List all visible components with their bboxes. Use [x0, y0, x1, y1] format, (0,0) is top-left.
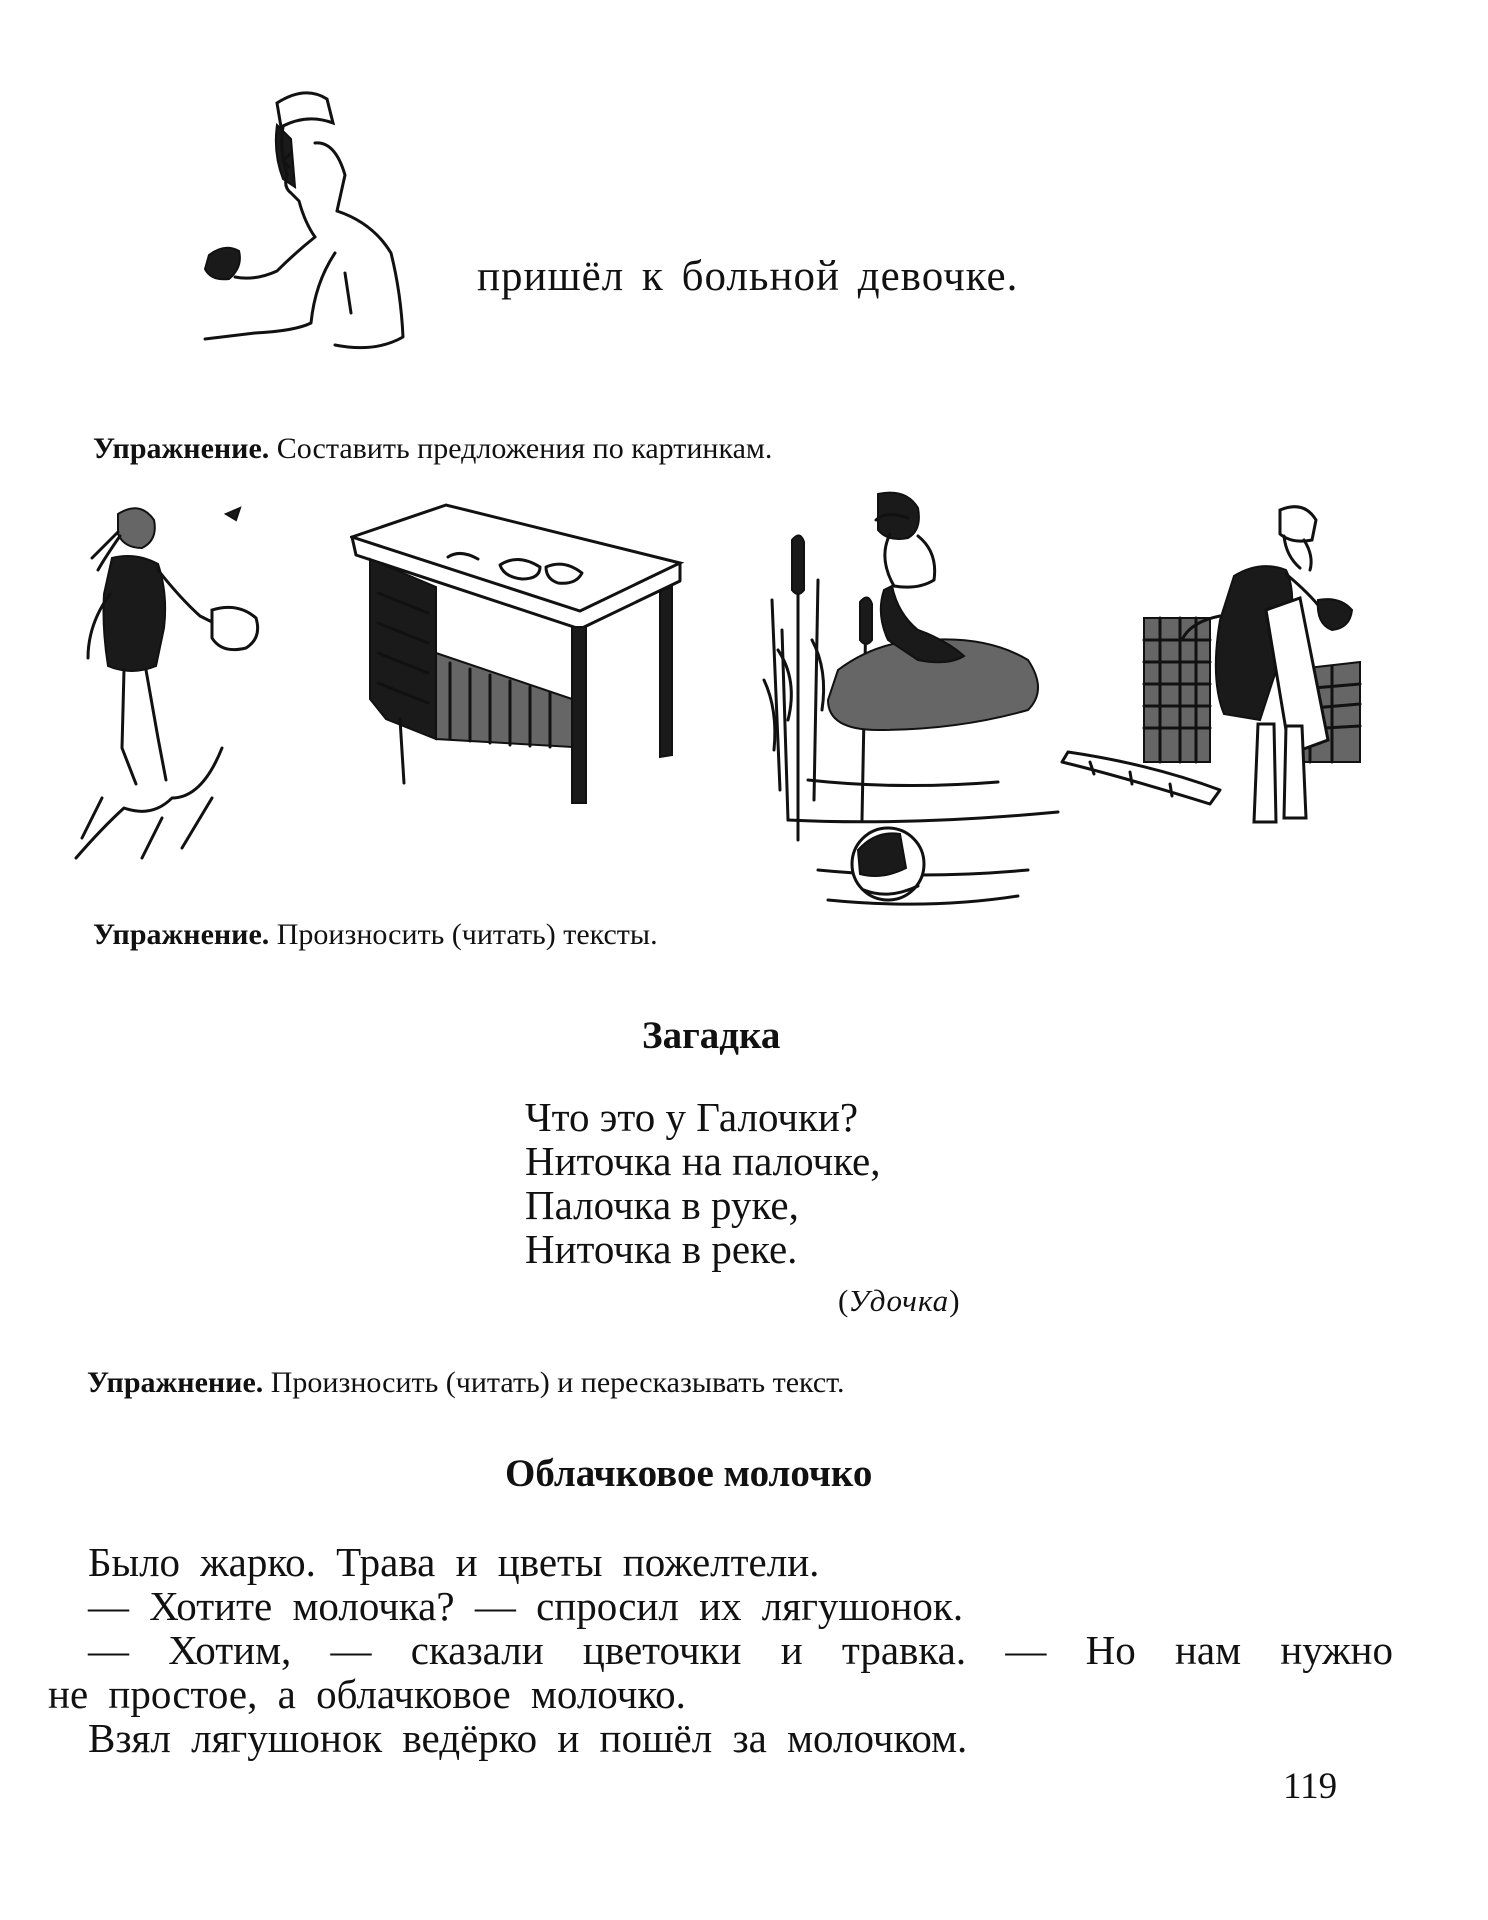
- riddle-line: Ниточка в реке.: [525, 1226, 798, 1272]
- story-paragraph: — Хотите молочка? — спросил их лягушонок.: [88, 1583, 964, 1629]
- girl-with-pot-illustration: [62, 498, 282, 873]
- riddle-line: Палочка в руке,: [525, 1182, 799, 1228]
- exercise-label: Упражнение.: [93, 432, 270, 465]
- riddle-poem: [525, 1095, 881, 1271]
- exercise-label: Упражнение.: [93, 918, 270, 951]
- exercise-1-text: Составить предложения по картинкам.: [276, 432, 773, 465]
- story-paragraph: Взял лягушонок ведёрко и пошёл за молочком.: [88, 1715, 968, 1761]
- page-number: 119: [1283, 1766, 1338, 1807]
- doctor-illustration: [195, 83, 415, 368]
- story-paragraph: — Хотим, — сказали цветочки и травка. — Но нам нужно: [88, 1627, 1393, 1673]
- exercise-2: [93, 918, 658, 952]
- story-text: [48, 1540, 1393, 1760]
- story-paragraph: Было жарко. Трава и цветы пожелтели.: [88, 1539, 820, 1585]
- story-title: Облачковое молочко: [505, 1452, 873, 1495]
- riddle-answer: (Удочка): [838, 1283, 960, 1318]
- riddle-line: Что это у Галочки?: [525, 1094, 859, 1140]
- riddle-line: Ниточка на палочке,: [525, 1138, 881, 1184]
- boy-by-pond-with-ball-illustration: [758, 490, 1063, 920]
- exercise-label: Упражнение.: [87, 1366, 264, 1399]
- story-paragraph: не простое, а облачковое молочко.: [48, 1671, 686, 1717]
- exercise-2-text: Произносить (читать) тексты.: [276, 918, 658, 951]
- sentence-fragment: пришёл к больной девочке.: [477, 253, 1019, 300]
- exercise-3: [87, 1366, 845, 1400]
- exercise-1: [93, 432, 772, 466]
- builder-with-bricks-illustration: [1060, 500, 1370, 830]
- exercise-3-text: Произносить (читать) и пересказывать текст.: [270, 1366, 845, 1399]
- desk-with-glasses-illustration: [350, 503, 685, 813]
- riddle-answer-word: Удочка: [848, 1283, 950, 1318]
- riddle-title: Загадка: [642, 1014, 781, 1057]
